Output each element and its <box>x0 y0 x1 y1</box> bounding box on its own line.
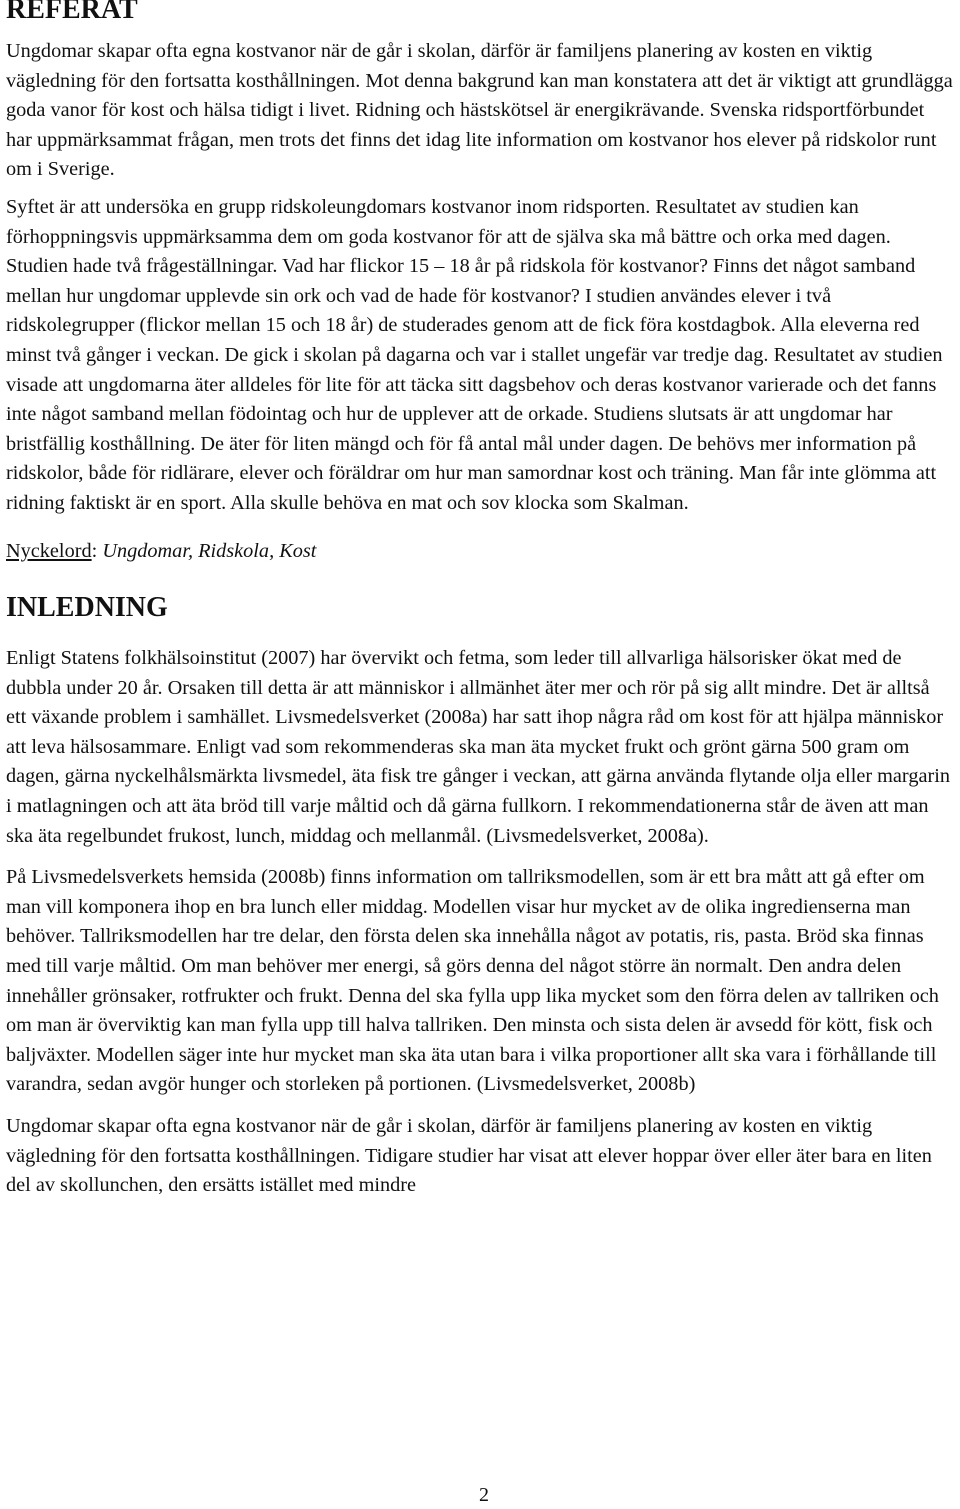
keywords-label: Nyckelord <box>6 539 92 562</box>
page-number: 2 <box>479 1484 489 1506</box>
document-page <box>6 0 954 1201</box>
abstract-paragraph-2: Syftet är att undersöka en grupp ridskoleungdomars kostvanor inom ridsporten. Resultatet av studien kan förhoppningsvis uppmärksamma dem om goda kostvanor för att de själva ska må bättre och orka med dagen. Studien hade två frågeställningar. Vad har flickor 15 – 18 år på ridskola för kostvanor? Finns det något samband mellan hur ungdomar upplevde sin ork och vad de hade för kostvanor? I studien användes elever i två ridskolegrupper (flickor mellan 15 och 18 år) de studerades genom att de fick föra kostdagbok. Alla eleverna red minst två gånger i veckan. De gick i skolan på dagarna och var i stallet ungefär var tredje dag. Resultatet av studien visade att ungdomarna äter alldeles för lite för att täcka sitt dagsbehov och deras kostvanor varierade och det fanns inte något samband mellan födointag och hur de upplever att de orkade. Studiens slutsats är att ungdomar har bristfällig kosthållning. De äter för liten mängd och för få antal mål under dagen. De behövs mer information på ridskolor, både för ridlärare, elever och föräldrar om hur man samordnar kost och träning. Man får inte glömma att ridning faktiskt är en sport. Alla skulle behöva en mat och sov klocka som Skalman. <box>6 195 943 514</box>
inledning-heading: INLEDNING <box>6 592 168 624</box>
intro-paragraph-2: På Livsmedelsverkets hemsida (2008b) finns information om tallriksmodellen, som är ett bra mått att gå efter om man vill komponera ihop en bra lunch eller middag. Modellen visar hur mycket av de olika ingredienserna man behöver. Tallriksmodellen har tre delar, den första delen ska innehålla något av potatis, ris, pasta. Bröd ska finnas med till varje måltid. Om man behöver mer energi, så görs denna del något större än normalt. Den andra delen innehåller grönsaker, rotfrukter och frukt. Denna del ska fylla upp lika mycket som den förra delen av tallriken och om man är överviktig kan man fylla upp till halva tallriken. Den minsta och sista delen är avsedd för kött, fisk och baljväxter. Modellen säger inte hur mycket man ska äta utan bara i vilka proportioner allt ska vara i förhållande till varandra, sedan avgör hunger och storleken på portionen. (Livsmedelsverket, 2008b) <box>6 866 939 1096</box>
referat-heading: REFERAT <box>6 0 138 25</box>
abstract-paragraph-1: Ungdomar skapar ofta egna kostvanor när de går i skolan, därför är familjens planering av kosten en viktig vägledning för den fortsatta kosthållningen. Mot denna bakgrund kan man konstatera att det är viktigt att grundlägga goda vanor för kost och hälsa tidigt i livet. Ridning och hästskötsel är energikrävande. Svenska ridsportförbundet har uppmärksammat frågan, men trots det finns det idag lite information om kostvanor hos elever på ridskolor runt om i Sverige. <box>6 40 953 181</box>
keywords-colon: : <box>91 539 98 562</box>
keywords-line <box>6 537 954 567</box>
intro-paragraph-3: Ungdomar skapar ofta egna kostvanor när de går i skolan, därför är familjens planering av kosten en viktig vägledning för den fortsatta kosthållningen. Tidigare studier har visat att elever hoppar över eller äter bara en liten del av skollunchen, den ersätts istället med mindre <box>6 1115 932 1197</box>
intro-paragraph-1: Enligt Statens folkhälsoinstitut (2007) har övervikt och fetma, som leder till allvarliga hälsorisker ökat med de dubbla under 20 år. Orsaken till detta är att människor i allmänhet äter mer och rör på sig allt mindre. Det är alltså ett växande problem i samhället. Livsmedelsverket (2008a) har satt ihop några råd om kost för att hjälpa människor att leva hälsosammare. Enligt vad som rekommenderas ska man äta mycket frukt och grönt gärna 500 gram om dagen, gärna nyckelhålsmärkta livsmedel, äta fisk tre gånger i veckan, att gärna använda flytande olja eller margarin i matlagningen och att äta bröd till varje måltid och då gärna fullkorn. I rekommendationerna står de även att man ska äta regelbundet frukost, lunch, middag och mellanmål. (Livsmedelsverket, 2008a). <box>6 647 950 847</box>
keywords-values: Ungdomar, Ridskola, Kost <box>97 539 317 562</box>
